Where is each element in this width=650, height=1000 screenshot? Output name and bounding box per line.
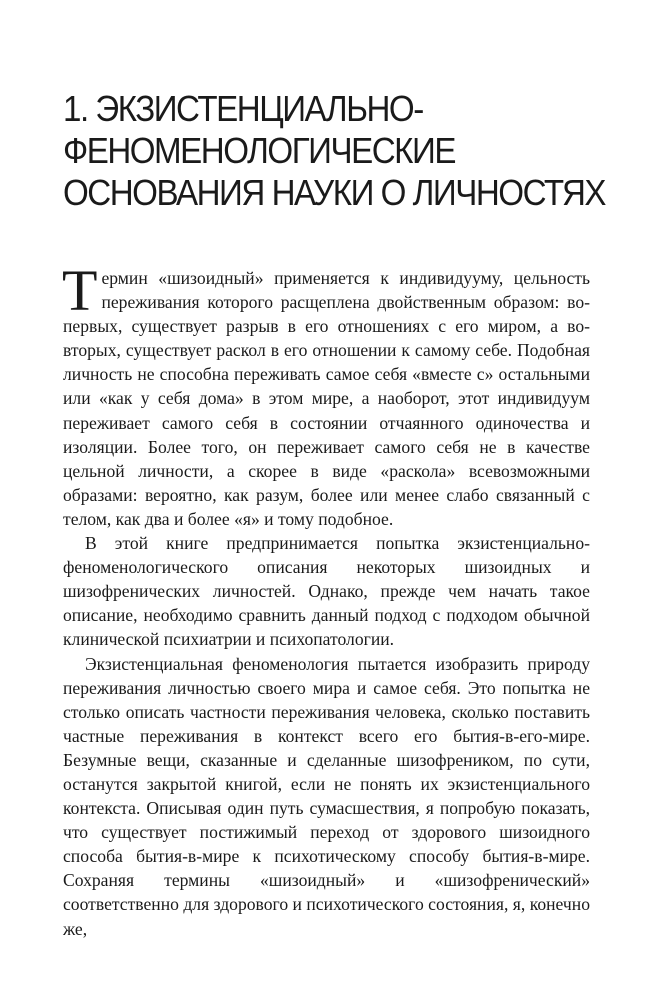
book-page xyxy=(62,88,606,939)
chapter-title-line: ФЕНОМЕНОЛОГИЧЕСКИЕ xyxy=(63,130,455,171)
paragraph xyxy=(62,258,590,531)
chapter-title-line: 1. ЭКЗИСТЕНЦИАЛЬНО- xyxy=(63,88,423,129)
chapter-title xyxy=(63,88,615,214)
chapter-title-line: ОСНОВАНИЯ НАУКИ О ЛИЧНОСТЯХ xyxy=(63,172,606,213)
drop-cap-letter: Т xyxy=(62,258,98,323)
paragraph: В этой книге предпринимается попытка экзистенциально-феноменологического описания некоторых шизоидных и шизофренических личностей. Однако, прежде чем начать такое описание, необходимо сравнить данный подход с подходом обычной клинической психиатрии и психопатологии. xyxy=(63,533,590,650)
chapter-body xyxy=(62,258,590,941)
paragraph: Экзистенциальная феноменология пытается изобразить природу переживания личностью своего мира и самое себя. Это попытка не столько описать частности переживания человека, сколько поставить частные переживания в контекст всего его бытия-в-его-мире. Безумные вещи, сказанные и сделанные шизофреником, по сути, останутся закрытой книгой, если не понять их экзистенциального контекста. Описывая один путь сумасшествия, я попробую показать, что существует постижимый переход от здорового шизоидного способа бытия-в-мире к психотическому способу бытия-в-мире. Сохраняя термины «шизоидный» и «шизофренический» соответственно для здорового и психотического состояния, я, конечно же, xyxy=(63,653,590,939)
paragraph-text: ермин «шизоидный» применяется к индивидууму, цельность переживания которого расщеплена двойственным образом: во-первых, существует разрыв в его отношениях с его миром, а во-вторых, существует раскол в его отношении к самому себе. Подобная личность не способна переживать самое себя «вместе с» остальными или «как у себя дома» в этом мире, а наоборот, этот индивидуум переживает самого себя в состоянии отчаянного одиночества и изоляции. Более того, он переживает самого себя не в качестве цельной личности, а скорее в виде «раскола» всевозможными образами: вероятно, как разум, более или менее слабо связанный с телом, как два и более «я» и тому подобное. xyxy=(63,268,590,529)
